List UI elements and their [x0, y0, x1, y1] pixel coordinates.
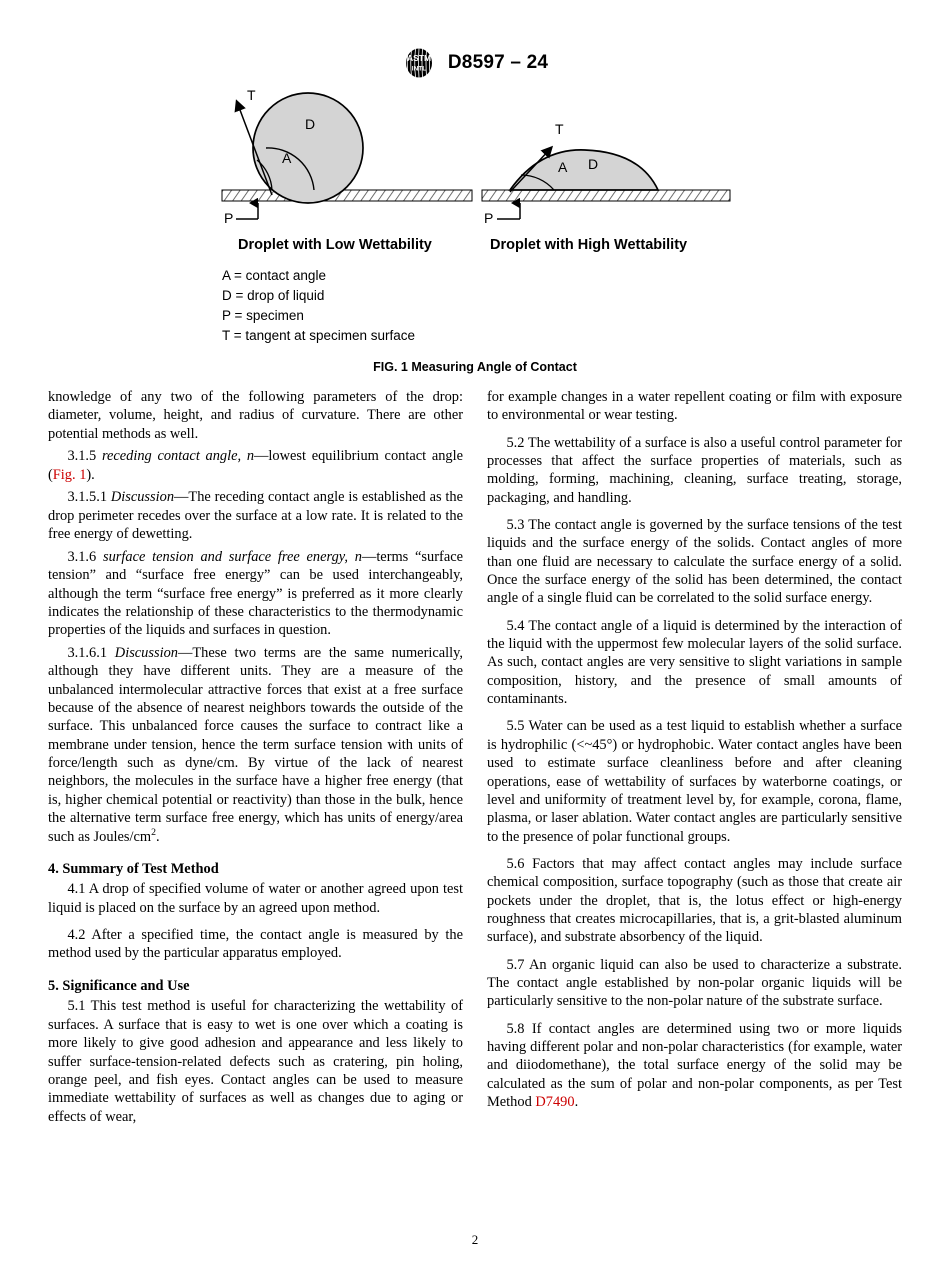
paragraph-4-2: 4.2 After a specified time, the contact angle is measured by the method used by the particular apparatus employed. — [48, 927, 463, 962]
legend-item-0: A = contact angle — [222, 268, 326, 283]
label-tangent-left: T — [247, 87, 256, 103]
clause-text: 5.8 If contact angles are determined using two or more liquids having different polar and non-polar characteristics (for example, water and diiodomethane), the total surface energy of the solid may be calculated as the sum of polar and non-polar components, as per Test Method — [487, 1020, 902, 1111]
paragraph-5-4: 5.4 The contact angle of a liquid is determined by the interaction of the liquid with the uppermost few molecular layers of the solid surface. As such, contact angles are very sensitive to slight variations in sample composition, history, and the presence of small amounts of contaminants. — [487, 617, 902, 708]
test-method-link[interactable]: D7490 — [535, 1094, 575, 1111]
left-column — [48, 388, 463, 1126]
label-drop-right: D — [588, 156, 599, 172]
clause-number: 3.1.5.1 — [67, 489, 108, 506]
right-column — [487, 388, 902, 1126]
clause-text-tail: ). — [86, 466, 95, 483]
section-heading-5: 5. Significance and Use — [48, 977, 190, 994]
figure-right-panel — [482, 121, 730, 226]
legend-item-3: T = tangent at specimen surface — [222, 328, 415, 343]
paragraph-3-1-5 — [48, 447, 463, 484]
label-drop-left: D — [305, 116, 316, 132]
paragraph-3-1-5-1 — [48, 488, 463, 543]
paragraph-5-6: 5.6 Factors that may affect contact angles may include surface chemical composition, surface topography (such as those that create air pockets under the droplet, that is, the lotus effect or high-energy roughness that creates microcapillaries, that is, a grit-blasted aluminum surface), and substrate absorbency of the liquid. — [487, 855, 902, 946]
label-tangent-right: T — [555, 121, 564, 137]
paragraph-5-2: 5.2 The wettability of a surface is also a useful control parameter for processes that affect the surface properties of materials, such as molding, forming, machining, cleaning, surface treating, storage, packaging, and handling. — [487, 434, 902, 506]
paragraph-5-3: 5.3 The contact angle is governed by the surface tensions of the test liquids and the surface energy of the solids. Contact angles of more than one fluid are necessary to calculate the surface energy of a solid. Once the surface energy of the solid has been determined, the contact angle of a single fluid can be correlated to the solid surface energy. — [487, 517, 902, 607]
svg-text:INTL: INTL — [411, 65, 427, 73]
paragraph-4-1: 4.1 A drop of specified volume of water or another agreed upon test liquid is placed on the surface by an agreed upon method. — [48, 881, 463, 916]
body-columns — [48, 388, 902, 1126]
panel-title-low: Droplet with Low Wettability — [238, 237, 432, 253]
section-heading-4: 4. Summary of Test Method — [48, 860, 219, 877]
figure-left-panel — [222, 87, 472, 226]
figure-1-graphic — [210, 86, 740, 356]
svg-text:ASTM: ASTM — [406, 53, 431, 63]
term-text: receding contact angle, n — [101, 448, 255, 465]
legend-item-2: P = specimen — [222, 308, 304, 323]
term-text: Discussion — [114, 644, 178, 661]
legend-item-1: D = drop of liquid — [222, 288, 325, 303]
clause-number: 3.1.6 — [67, 548, 97, 565]
superscript-exponent: 2 — [151, 826, 157, 838]
paragraph-3-1-6-1 — [48, 644, 463, 846]
astm-logo-icon — [402, 48, 436, 78]
label-specimen-left: P — [224, 210, 234, 226]
paragraph-5-7: 5.7 An organic liquid can also be used to characterize a substrate. The contact angle established by non-polar organic liquids will be particularly sensitive to the non-polar nature of the substrate surface. — [487, 956, 902, 1010]
clause-number: 3.1.6.1 — [67, 644, 108, 661]
clause-text: —terms “surface tension” and “surface free energy” can be used interchangeably, although the term “surface free energy” is preferred as it more clearly indicates the relationship of these characteristics to the thermodynamic properties of the liquids and surfaces in question. — [48, 548, 463, 639]
page-number: 2 — [471, 1232, 479, 1247]
clause-number: 3.1.5 — [67, 448, 97, 465]
panel-title-high: Droplet with High Wettability — [490, 237, 688, 253]
document-designation: D8597 – 24 — [447, 52, 549, 73]
paragraph-5-1: 5.1 This test method is useful for characterizing the wettability of surfaces. A surface that is easy to wet is one over which a coating is more likely to give good adhesion and appearance and less likely to suffer surface-tension-related defects such as cratering, pin holing, orange peel, and fish eyes. Contact angles can be used to measure immediate wettability of surfaces as well as changes due to aging or effects of wear, — [48, 998, 463, 1125]
paragraph-continued-left: knowledge of any two of the following parameters of the drop: diameter, volume, height, and radius of curvature. There are other potential methods as well. — [48, 389, 463, 442]
clause-text: —The receding contact angle is established as the drop perimeter recedes over the surface at a low rate. It is related to the free energy of dewetting. — [48, 489, 463, 543]
clause-text: —These two terms are the same numerically, although they have different units. They are a measure of the unbalanced intermolecular attractive forces that exist at a free surface because of the absence of nearest neighbors towards the outside of the surface. This unbalanced force causes the surface to contract like a membrane under tension, hence the term surface tension with units of force/length such as dyne/cm. By virtue of the lack of nearest neighbors, the molecules in the surface have a higher free energy (that is, higher chemical potential or reactivity) than those in the bulk, hence the alternative term surface free energy, which has units of energy/area such as Joules/cm — [48, 644, 463, 845]
paragraph-5-5: 5.5 Water can be used as a test liquid to establish whether a surface is hydrophilic (<~45°) or hydrophobic. Water contact angles have been used to estimate surface cleanliness before and after cleaning operations, ease of wettability of surfaces by waterborne coatings, or level and uniformity of treatment level by, for example, corona, flame, plasma, or laser ablation. Water contact angles are particularly sensitive to the presence of polar functional groups. — [487, 718, 902, 845]
clause-text-tail: . — [156, 828, 160, 845]
figure-1 — [0, 86, 950, 374]
paragraph-5-8 — [487, 1020, 902, 1112]
clause-text-tail: . — [574, 1094, 579, 1111]
page-header — [0, 48, 950, 78]
figure-caption: FIG. 1 Measuring Angle of Contact — [373, 360, 577, 374]
clause-text: —lowest equilibrium contact angle ( — [48, 448, 463, 483]
paragraph-3-1-6 — [48, 548, 463, 640]
paragraph-continued-right: for example changes in a water repellent coating or film with exposure to environmental or wear testing. — [487, 389, 902, 424]
label-angle-right: A — [558, 159, 568, 175]
term-text: surface tension and surface free energy, n — [102, 548, 362, 565]
label-specimen-right: P — [484, 210, 494, 226]
figure-link[interactable]: Fig. 1 — [52, 466, 87, 483]
label-angle-left: A — [282, 150, 292, 166]
term-text: Discussion — [110, 489, 175, 506]
